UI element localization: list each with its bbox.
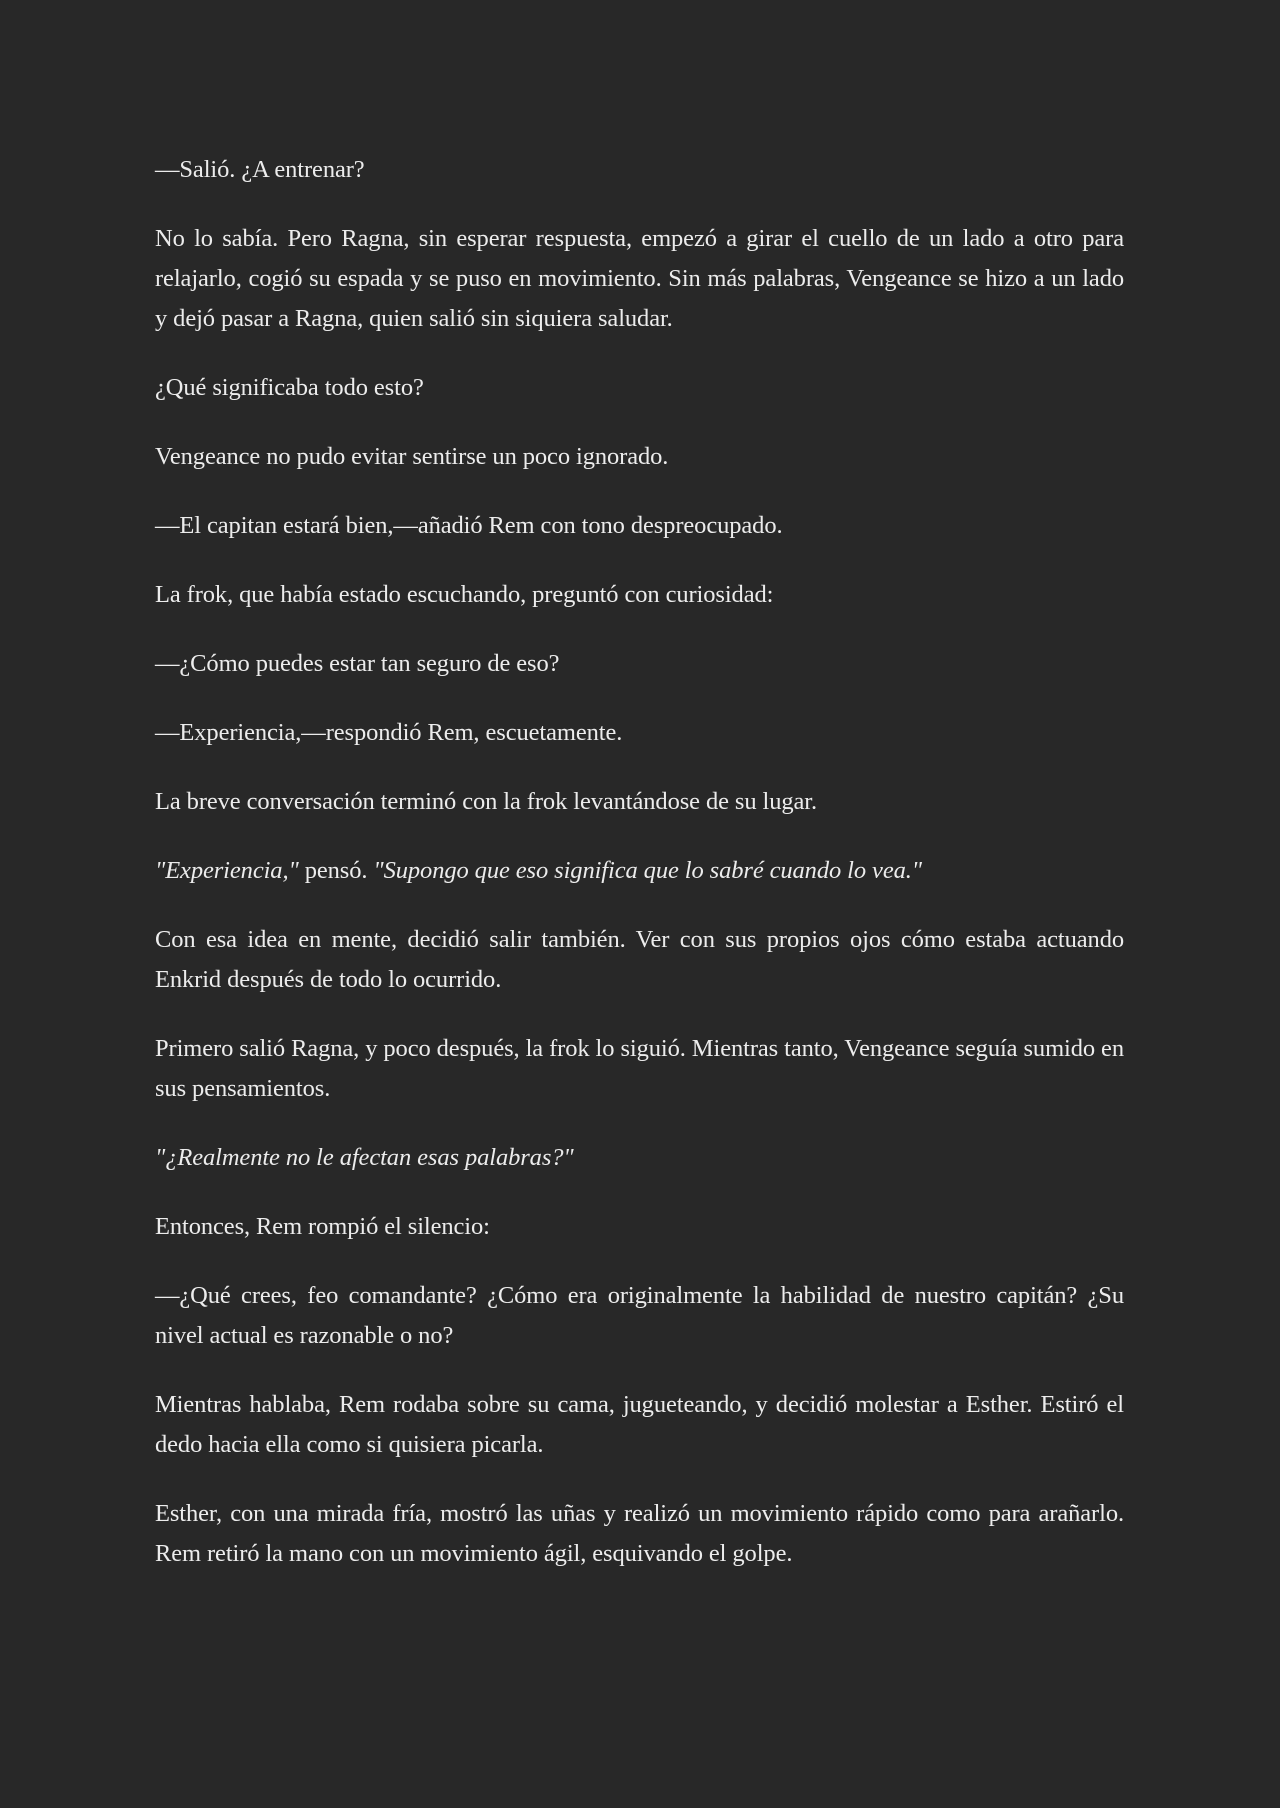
thought-quote: "Supongo que eso significa que lo sabré cuando lo vea." [373, 857, 922, 884]
paragraph-narration: La breve conversación terminó con la frok levantándose de su lugar. [155, 788, 818, 815]
paragraph-dialogue: —El capitan estará bien,—añadió Rem con tono despreocupado. [155, 512, 783, 539]
document-page [155, 150, 1124, 1603]
paragraph-narration: Primero salió Ragna, y poco después, la frok lo siguió. Mientras tanto, Vengeance seguía sumido en sus pensamientos. [155, 1035, 1124, 1102]
paragraph-dialogue: —¿Qué crees, feo comandante? ¿Cómo era originalmente la habilidad de nuestro capitán? ¿Su nivel actual es razonable o no? [155, 1282, 1124, 1349]
paragraph-thought [155, 851, 1124, 891]
narration-fragment: pensó. [298, 857, 374, 884]
paragraph-narration: Esther, con una mirada fría, mostró las uñas y realizó un movimiento rápido como para arañarlo. Rem retiró la mano con un movimiento ágil, esquivando el golpe. [155, 1500, 1124, 1567]
paragraph-dialogue: —Salió. ¿A entrenar? [155, 156, 365, 183]
paragraph-thought: "¿Realmente no le afectan esas palabras?" [155, 1144, 574, 1171]
paragraph-narration: Con esa idea en mente, decidió salir también. Ver con sus propios ojos cómo estaba actuando Enkrid después de todo lo ocurrido. [155, 926, 1124, 993]
thought-quote: "Experiencia," [155, 857, 299, 884]
paragraph-narration: Mientras hablaba, Rem rodaba sobre su cama, jugueteando, y decidió molestar a Esther. Estiró el dedo hacia ella como si quisiera picarla. [155, 1391, 1124, 1458]
paragraph-narration: La frok, que había estado escuchando, preguntó con curiosidad: [155, 581, 774, 608]
paragraph-question: ¿Qué significaba todo esto? [155, 374, 424, 401]
paragraph-narration: No lo sabía. Pero Ragna, sin esperar respuesta, empezó a girar el cuello de un lado a otro para relajarlo, cogió su espada y se puso en movimiento. Sin más palabras, Vengeance se hizo a un lado y dejó pasar a Ragna, quien salió sin siquiera saludar. [155, 225, 1124, 332]
paragraph-dialogue: —Experiencia,—respondió Rem, escuetamente. [155, 719, 623, 746]
paragraph-narration: Entonces, Rem rompió el silencio: [155, 1213, 490, 1240]
paragraph-dialogue: —¿Cómo puedes estar tan seguro de eso? [155, 650, 560, 677]
paragraph-narration: Vengeance no pudo evitar sentirse un poco ignorado. [155, 443, 669, 470]
